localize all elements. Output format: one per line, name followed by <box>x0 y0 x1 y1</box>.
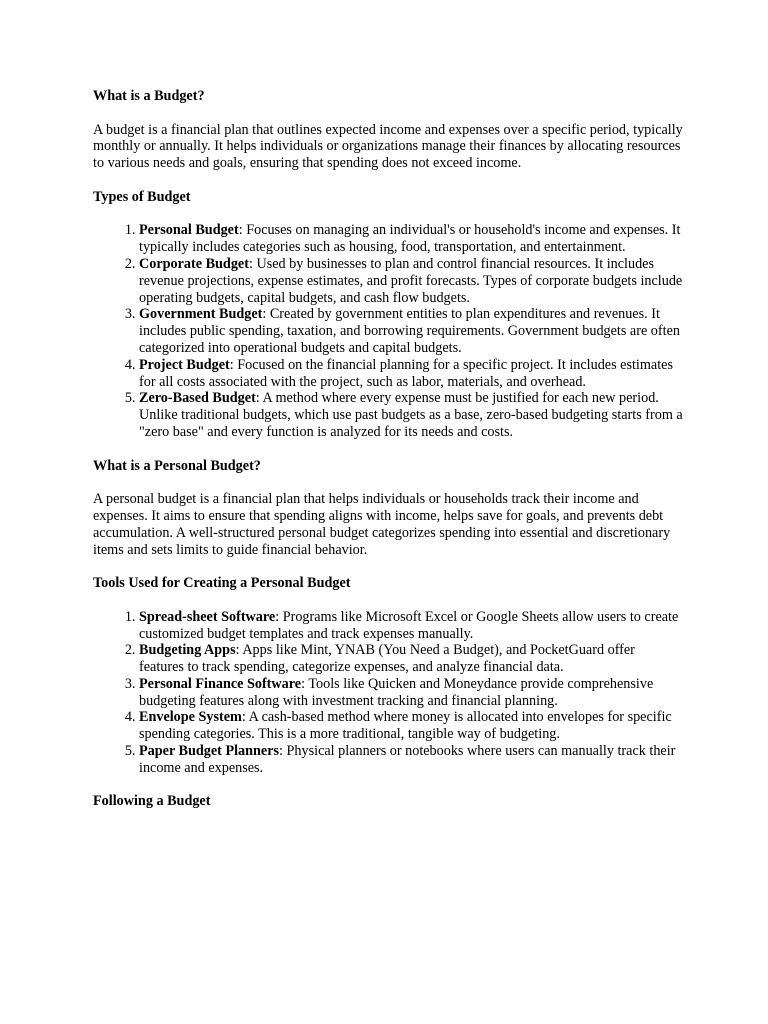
list-item-term: Government Budget <box>139 306 263 323</box>
heading-what-is-a-personal-budget: What is a Personal Budget? <box>93 457 261 474</box>
list-item-text: : Created by government entities to plan expenditures and revenues. It includes public spending, taxation, and borrowing requirements. Government budgets are often categorized into operational budgets and capital budgets. <box>139 306 680 356</box>
heading-what-is-a-budget: What is a Budget? <box>93 88 205 104</box>
heading-tools-for-personal-budget: Tools Used for Creating a Personal Budget <box>93 575 351 592</box>
list-item-term: Budgeting Apps <box>139 642 236 659</box>
budget-tools-list <box>93 609 683 777</box>
list-item <box>139 390 683 440</box>
list-item <box>139 306 683 356</box>
list-item-term: Corporate Budget <box>139 255 249 272</box>
list-item <box>139 222 683 256</box>
document-page <box>93 88 683 827</box>
list-item-term: Project Budget <box>139 356 230 373</box>
paragraph-personal-budget-definition: A personal budget is a financial plan that helps individuals or households track their income and expenses. It aims to ensure that spending aligns with income, helps save for goals, and prevents debt accumulation. A well-structured personal budget categorizes spending into essential and discretionary items and sets limits to guide financial behavior. <box>93 491 671 558</box>
list-item-text: : Focused on the financial planning for a specific project. It includes estimates for all costs associated with the project, such as labor, materials, and overhead. <box>139 356 673 390</box>
list-item-text: : Tools like Quicken and Moneydance provide comprehensive budgeting features along with investment tracking and financial planning. <box>139 675 654 709</box>
list-item-text: : A cash-based method where money is allocated into envelopes for specific spending categories. This is a more traditional, tangible way of budgeting. <box>139 709 672 743</box>
types-of-budget-list <box>93 222 683 440</box>
list-item <box>139 256 683 306</box>
list-item <box>139 642 683 676</box>
list-item-term: Personal Finance Software <box>139 675 302 692</box>
list-item-term: Personal Budget <box>139 222 239 239</box>
list-item-term: Paper Budget Planners <box>139 743 280 760</box>
list-item <box>139 676 683 710</box>
list-item-text: : Apps like Mint, YNAB (You Need a Budget), and PocketGuard offer features to track spending, categorize expenses, and analyze financial data. <box>139 642 635 676</box>
list-item-text: : Focuses on managing an individual's or household's income and expenses. It typically includes categories such as housing, food, transportation, and entertainment. <box>139 222 681 256</box>
list-item-text: : Programs like Microsoft Excel or Google Sheets allow users to create customized budget templates and track expenses manually. <box>139 608 679 642</box>
list-item <box>139 357 683 391</box>
list-item <box>139 609 683 643</box>
list-item <box>139 709 683 743</box>
paragraph-budget-definition: A budget is a financial plan that outlines expected income and expenses over a specific period, typically monthly or annually. It helps individuals or organizations manage their finances by allocating resources to various needs and goals, ensuring that spending does not exceed income. <box>93 121 683 172</box>
list-item-term: Envelope System <box>139 709 242 726</box>
list-item-text: : Physical planners or notebooks where users can manually track their income and expenses. <box>139 743 676 776</box>
list-item-text: : Used by businesses to plan and control financial resources. It includes revenue projections, expense estimates, and profit forecasts. Types of corporate budgets include operating budgets, capital budgets, and cash flow budgets. <box>139 255 683 306</box>
heading-types-of-budget: Types of Budget <box>93 188 191 205</box>
list-item <box>139 743 683 777</box>
list-item-term: Spread-sheet Software <box>139 608 276 625</box>
list-item-term: Zero-Based Budget <box>139 390 256 407</box>
heading-following-a-budget: Following a Budget <box>93 793 211 810</box>
list-item-text: : A method where every expense must be justified for each new period. Unlike traditional budgets, which use past budgets as a base, zero-based budgeting starts from a "zero base" and every function is analyzed for its needs and costs. <box>139 390 683 440</box>
